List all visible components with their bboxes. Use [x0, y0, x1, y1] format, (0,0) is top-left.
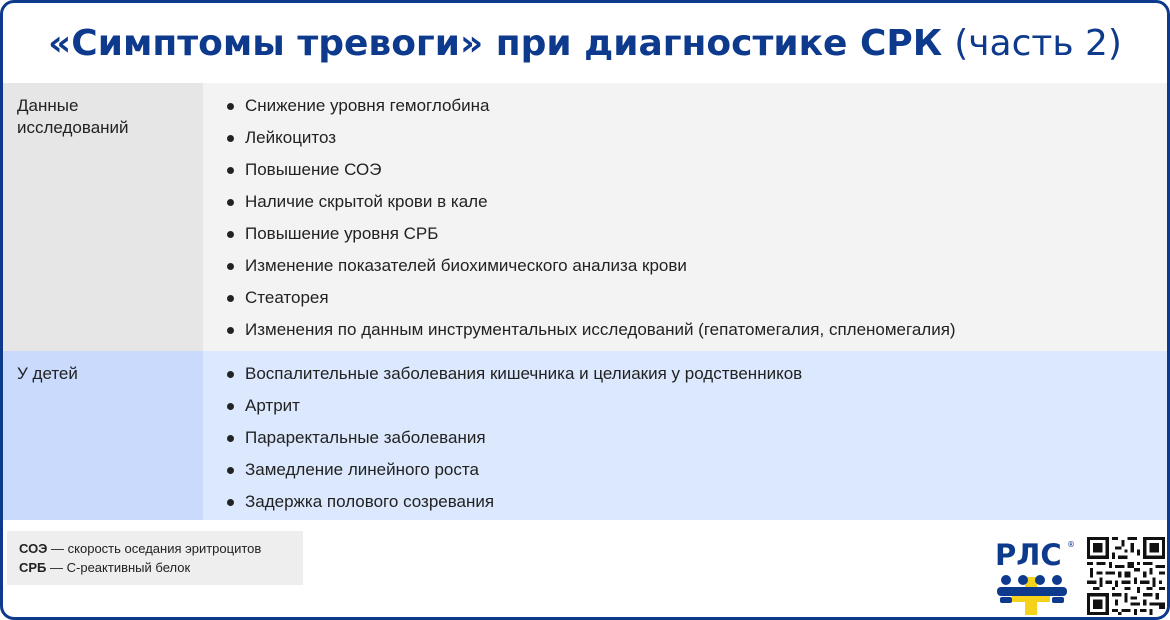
list-item: Снижение уровня гемоглобина — [225, 95, 1147, 127]
abbreviations-note — [7, 531, 303, 585]
qr-code-icon — [1087, 537, 1165, 615]
logo-registered-mark: ® — [1067, 540, 1075, 549]
table-row-studies — [3, 83, 1167, 351]
title-main: «Симптомы тревоги» при диагностике СРК — [48, 22, 943, 64]
list-item: Параректальные заболевания — [225, 427, 1147, 459]
bullet-list — [225, 363, 1147, 523]
rls-logo-icon — [995, 535, 1075, 617]
row-content — [203, 351, 1167, 520]
list-item: Изменения по данным инструментальных исследований (гепатомегалия, спленомегалия) — [225, 319, 1147, 351]
footnote-line — [19, 539, 291, 558]
row-content — [203, 83, 1167, 351]
footnote-line — [19, 558, 291, 577]
bullet-list — [225, 95, 1147, 351]
footnote-abbr: СОЭ — [19, 541, 48, 556]
list-item: Замедление линейного роста — [225, 459, 1147, 491]
list-item: Воспалительные заболевания кишечника и целиакия у родственников — [225, 363, 1147, 395]
list-item: Стеаторея — [225, 287, 1147, 319]
list-item: Изменение показателей биохимического анализа крови — [225, 255, 1147, 287]
footnote-abbr: СРБ — [19, 560, 47, 575]
footnote-text: — С-реактивный белок — [46, 560, 191, 575]
table-row-children — [3, 351, 1167, 520]
logo-text: РЛС — [995, 538, 1062, 572]
list-item: Артрит — [225, 395, 1147, 427]
page-title — [3, 3, 1167, 83]
row-label: У детей — [3, 351, 203, 520]
list-item: Повышение СОЭ — [225, 159, 1147, 191]
title-part: (часть 2) — [954, 22, 1122, 64]
row-label: Данные исследований — [3, 83, 203, 351]
footnote-text: — скорость оседания эритроцитов — [47, 541, 262, 556]
list-item: Задержка полового созревания — [225, 491, 1147, 523]
list-item: Лейкоцитоз — [225, 127, 1147, 159]
list-item: Повышение уровня СРБ — [225, 223, 1147, 255]
list-item: Наличие скрытой крови в кале — [225, 191, 1147, 223]
